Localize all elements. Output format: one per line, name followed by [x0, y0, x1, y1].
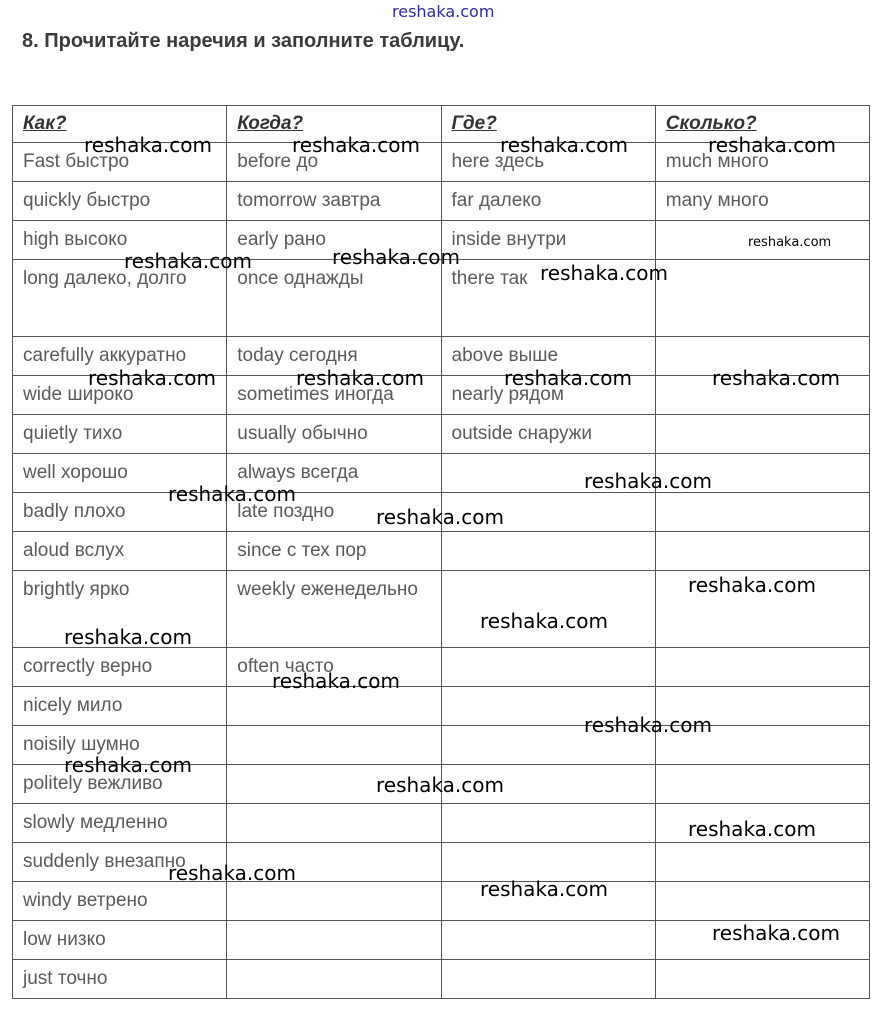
table-row: [13, 648, 870, 687]
header-how: Как?: [13, 106, 227, 143]
table-row: [13, 687, 870, 726]
watermark-text-small: reshaka.com: [748, 235, 832, 250]
table-cell: [655, 493, 869, 532]
table-cell: [441, 648, 655, 687]
table-cell: quickly быстро: [13, 182, 227, 221]
watermark-text: reshaka.com: [272, 669, 400, 693]
table-cell: [655, 882, 869, 921]
table-cell: brightly ярко: [13, 571, 227, 648]
table-cell: weekly еженедельно: [227, 571, 441, 648]
adverbs-table: [12, 105, 870, 999]
table-cell: [441, 843, 655, 882]
table-cell: [655, 765, 869, 804]
table-cell: long далеко, долго: [13, 260, 227, 337]
table-row: [13, 882, 870, 921]
table-cell: [655, 415, 869, 454]
table-cell: [655, 960, 869, 999]
table-cell: [655, 648, 869, 687]
table-cell: often часто: [227, 648, 441, 687]
exercise-title: 8. Прочитайте наречия и заполните таблицу.: [22, 30, 465, 52]
watermark-text: reshaka.com: [84, 133, 212, 157]
table-cell: well хорошо: [13, 454, 227, 493]
watermark-text: reshaka.com: [480, 877, 608, 901]
watermark-text: reshaka.com: [688, 817, 816, 841]
table-cell: [227, 960, 441, 999]
watermark-text: reshaka.com: [540, 261, 668, 285]
header-where: Где?: [441, 106, 655, 143]
table-cell: always всегда: [227, 454, 441, 493]
table-cell: since с тех пор: [227, 532, 441, 571]
watermark-text: reshaka.com: [504, 366, 632, 390]
table-cell: [441, 804, 655, 843]
watermark-text: reshaka.com: [688, 573, 816, 597]
table-cell: far далеко: [441, 182, 655, 221]
table-cell: noisily шумно: [13, 726, 227, 765]
watermark-text: reshaka.com: [376, 505, 504, 529]
table-cell: much много: [655, 143, 869, 182]
header-when: Когда?: [227, 106, 441, 143]
table-cell: usually обычно: [227, 415, 441, 454]
watermark-text: reshaka.com: [480, 609, 608, 633]
table-row: [13, 960, 870, 999]
table-cell: [655, 843, 869, 882]
table-cell: [655, 260, 869, 337]
table-cell: here здесь: [441, 143, 655, 182]
table-cell: many много: [655, 182, 869, 221]
watermark-text: reshaka.com: [168, 861, 296, 885]
table-cell: [227, 726, 441, 765]
table-cell: high высоко: [13, 221, 227, 260]
table-cell: low низко: [13, 921, 227, 960]
table-cell: before до: [227, 143, 441, 182]
table-cell: late поздно: [227, 493, 441, 532]
watermark-text: reshaka.com: [292, 133, 420, 157]
table-cell: [441, 921, 655, 960]
watermark-text: reshaka.com: [124, 249, 252, 273]
table-cell: [441, 532, 655, 571]
table-cell: there так: [441, 260, 655, 337]
table-cell: slowly медленно: [13, 804, 227, 843]
watermark-text: reshaka.com: [708, 133, 836, 157]
table-cell: once однажды: [227, 260, 441, 337]
watermark-text: reshaka.com: [712, 921, 840, 945]
watermark-text: reshaka.com: [712, 366, 840, 390]
watermark-text: reshaka.com: [64, 753, 192, 777]
table-cell: wide широко: [13, 376, 227, 415]
table-cell: correctly верно: [13, 648, 227, 687]
table-cell: early рано: [227, 221, 441, 260]
watermark-text: reshaka.com: [168, 482, 296, 506]
table-row: [13, 454, 870, 493]
table-row: [13, 182, 870, 221]
table-row: [13, 415, 870, 454]
watermark-text: reshaka.com: [376, 773, 504, 797]
table-cell: tomorrow завтра: [227, 182, 441, 221]
watermark-text: reshaka.com: [500, 133, 628, 157]
watermark-text: reshaka.com: [296, 366, 424, 390]
header-how-much: Сколько?: [655, 106, 869, 143]
table-cell: above выше: [441, 337, 655, 376]
table-cell: politely вежливо: [13, 765, 227, 804]
table-cell: just точно: [13, 960, 227, 999]
table-cell: suddenly внезапно: [13, 843, 227, 882]
table-cell: outside снаружи: [441, 415, 655, 454]
table-row: [13, 843, 870, 882]
table-cell: [441, 960, 655, 999]
table-cell: sometimes иногда: [227, 376, 441, 415]
table-row: [13, 532, 870, 571]
watermark-text: reshaka.com: [584, 469, 712, 493]
table-cell: Fast быстро: [13, 143, 227, 182]
watermark-text: reshaka.com: [584, 713, 712, 737]
table-cell: today сегодня: [227, 337, 441, 376]
table-cell: windy ветрено: [13, 882, 227, 921]
table-cell: aloud вслух: [13, 532, 227, 571]
watermark-text: reshaka.com: [332, 245, 460, 269]
watermark-text: reshaka.com: [64, 625, 192, 649]
table-cell: [227, 882, 441, 921]
table-cell: nearly рядом: [441, 376, 655, 415]
table-cell: [227, 921, 441, 960]
table-cell: inside внутри: [441, 221, 655, 260]
table-cell: quietly тихо: [13, 415, 227, 454]
table-cell: badly плохо: [13, 493, 227, 532]
table-cell: carefully аккуратно: [13, 337, 227, 376]
watermark-text: reshaka.com: [88, 366, 216, 390]
table-cell: [655, 532, 869, 571]
table-cell: [227, 804, 441, 843]
site-watermark: reshaka.com: [392, 2, 495, 21]
table-cell: nicely мило: [13, 687, 227, 726]
